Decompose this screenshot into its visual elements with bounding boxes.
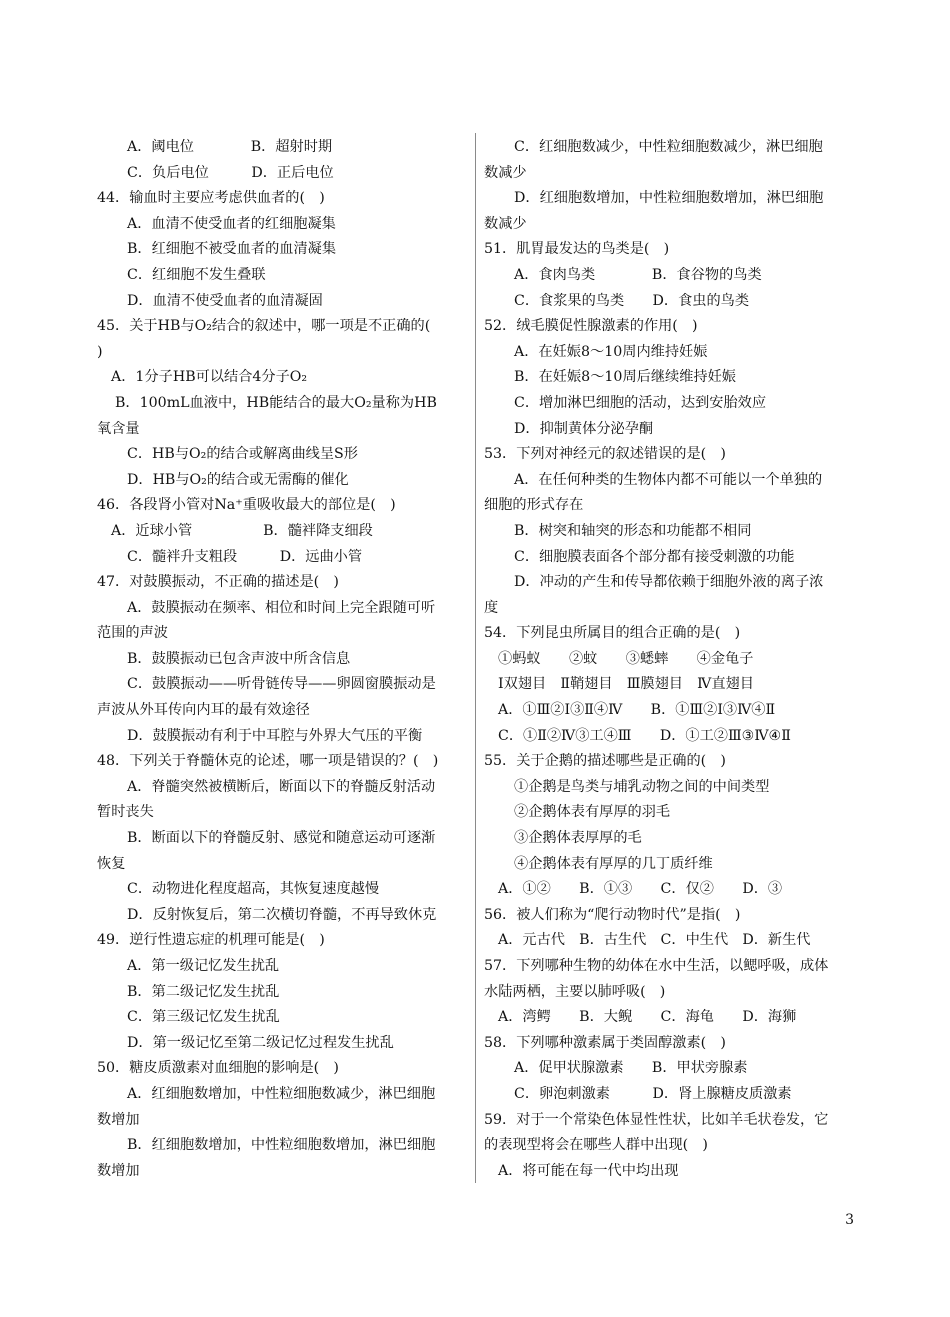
text-line: 数减少 <box>484 164 527 181</box>
text-line: C．红细胞不发生叠联 <box>127 266 266 283</box>
text-line: 数增加 <box>97 1162 140 1179</box>
text-line: A．将可能在每一代中均出现 <box>498 1162 679 1179</box>
page-number: 3 <box>845 1212 854 1228</box>
text-line: 数减少 <box>484 215 527 232</box>
text-line: A．①② B．①③ C．仅② D．③ <box>498 881 783 898</box>
text-line: C．第三级记忆发生扰乱 <box>127 1009 280 1026</box>
text-line: ③企鹅体表厚厚的毛 <box>514 830 642 847</box>
text-line: C．动物进化程度超高，其恢复速度越慢 <box>127 881 380 898</box>
text-line: 水陆两栖，主要以肺呼吸( ) <box>484 983 666 1000</box>
text-line: 细胞的形式存在 <box>484 497 584 514</box>
text-line: A．鼓膜振动在频率、相位和时间上完全跟随可听 <box>127 599 436 616</box>
text-line: D．反射恢复后，第二次横切脊髓，不再导致休克 <box>127 906 437 923</box>
text-line: B．鼓膜振动已包含声波中所含信息 <box>127 650 351 667</box>
text-line: C．髓袢升支粗段 D．远曲小管 <box>127 548 363 565</box>
text-line: 47．对鼓膜振动，不正确的描述是( ) <box>97 574 339 591</box>
text-line: 51．肌胃最发达的鸟类是( ) <box>484 241 670 258</box>
text-line: 53．下列对神经元的叙述错误的是( ) <box>484 446 726 463</box>
text-line: A．红细胞数增加，中性粒细胞数减少，淋巴细胞 <box>127 1085 436 1102</box>
text-line: C．红细胞数减少，中性粒细胞数减少，淋巴细胞 <box>514 139 823 155</box>
text-line: C．HB与O₂的结合或解离曲线呈S形 <box>127 446 358 463</box>
text-line: A．在任何种类的生物体内都不可能以一个单独的 <box>514 471 823 488</box>
text-line: A．1分子HB可以结合4分子O₂ <box>111 369 308 386</box>
text-line: 46．各段肾小管对Na⁺重吸收最大的部位是( ) <box>97 497 396 514</box>
column-divider <box>475 133 476 1183</box>
text-line: C．①Ⅱ②Ⅳ③工④Ⅲ D．①工②Ⅲ③Ⅳ④Ⅱ <box>498 727 791 744</box>
text-line: B．100mL血液中，HB能结合的最大O₂量称为HB <box>115 394 437 411</box>
text-line: A．食肉鸟类 B．食谷物的鸟类 <box>514 266 762 283</box>
text-line: C．负后电位 D．正后电位 <box>127 164 334 181</box>
text-line: D．第一级记忆至第二级记忆过程发生扰乱 <box>127 1034 394 1051</box>
text-line: 55．关于企鹅的描述哪些是正确的( ) <box>484 753 726 770</box>
text-line: C．增加淋巴细胞的活动，达到安胎效应 <box>514 394 767 411</box>
text-line: 氧含量 <box>97 420 140 437</box>
text-line: B．在妊娠8～10周后继续维持妊娠 <box>514 369 736 386</box>
text-line: 48．下列关于脊髓休克的论述，哪一项是错误的？( ) <box>97 753 439 770</box>
text-line: A．元古代 B．古生代 C．中生代 D．新生代 <box>498 932 811 949</box>
text-line: 恢复 <box>97 855 126 872</box>
right-column <box>484 135 856 1184</box>
text-line: 59．对于一个常染色体显性性状，比如羊毛状卷发，它 <box>484 1111 829 1128</box>
text-line: C．卵泡刺激素 D．肾上腺糖皮质激素 <box>514 1085 792 1102</box>
text-line: D．血清不使受血者的血清凝固 <box>127 292 323 309</box>
text-line: 50．糖皮质激素对血细胞的影响是( ) <box>97 1060 339 1077</box>
text-line: B．第二级记忆发生扰乱 <box>127 983 280 1000</box>
text-line: ①企鹅是鸟类与埔乳动物之间的中间类型 <box>514 778 770 795</box>
text-line: 范围的声波 <box>97 625 168 642</box>
text-line: 数增加 <box>97 1111 140 1128</box>
text-line: C．细胞膜表面各个部分都有接受刺激的功能 <box>514 548 795 565</box>
text-line: A．在妊娠8～10周内维持妊娠 <box>514 343 708 360</box>
text-line: A．近球小管 B．髓袢降支细段 <box>111 522 373 539</box>
text-line: C．鼓膜振动——听骨链传导——卵圆窗膜振动是 <box>127 676 436 693</box>
text-line: D．红细胞数增加，中性粒细胞数增加，淋巴细胞 <box>514 190 824 207</box>
text-line: Ⅰ双翅目 Ⅱ鞘翅目 Ⅲ膜翅目 Ⅳ直翅目 <box>498 676 754 693</box>
text-line: D．鼓膜振动有利于中耳腔与外界大气压的平衡 <box>127 727 423 744</box>
text-line: D．抑制黄体分泌孕酮 <box>514 420 654 437</box>
text-line: 52．绒毛膜促性腺激素的作用( ) <box>484 318 698 335</box>
text-line: ①蚂蚁 ②蚊 ③蟋蟀 ④金龟子 <box>498 650 754 667</box>
text-line: 56．被人们称为“爬行动物时代”是指( ) <box>484 906 741 923</box>
text-line: ) <box>97 343 103 360</box>
text-line: ②企鹅体表有厚厚的羽毛 <box>514 804 671 821</box>
text-line: 57．下列哪种生物的幼体在水中生活，以鳃呼吸，成体 <box>484 958 829 974</box>
text-line: A．湾鳄 B．大鲵 C．海龟 D．海狮 <box>498 1009 797 1026</box>
text-line: 暂时丧失 <box>97 804 154 821</box>
text-line: A．第一级记忆发生扰乱 <box>127 958 280 974</box>
text-line: 度 <box>484 599 499 616</box>
text-line: B．断面以下的脊髓反射、感觉和随意运动可逐渐 <box>127 830 436 847</box>
text-line: 44．输血时主要应考虑供血者的( ) <box>97 190 325 207</box>
text-line: B．红细胞数增加，中性粒细胞数增加，淋巴细胞 <box>127 1137 436 1154</box>
text-line: C．食浆果的鸟类 D．食虫的鸟类 <box>514 292 750 309</box>
text-line: B．树突和轴突的形态和功能都不相同 <box>514 522 752 539</box>
text-line: B．红细胞不被受血者的血清凝集 <box>127 241 337 258</box>
text-line: A．①Ⅲ②Ⅰ③Ⅱ④Ⅳ B．①Ⅲ②Ⅰ③Ⅳ④Ⅱ <box>498 702 776 719</box>
text-line: 58．下列哪种激素属于类固醇激素( ) <box>484 1034 726 1051</box>
text-line: 54．下列昆虫所属目的组合正确的是( ) <box>484 625 741 642</box>
text-line: A．脊髓突然被横断后，断面以下的脊髓反射活动 <box>127 778 436 795</box>
text-line: 的表现型将会在哪些人群中出现( ) <box>484 1137 708 1154</box>
text-line: 45．关于HB与O₂结合的叙述中，哪一项是不正确的( <box>97 318 431 335</box>
text-line: A．阈电位 B．超射时期 <box>127 139 333 155</box>
text-line: D．冲动的产生和传导都依赖于细胞外液的离子浓 <box>514 574 824 591</box>
text-line: D．HB与O₂的结合或无需酶的催化 <box>127 471 349 488</box>
text-line: A．促甲状腺激素 B．甲状旁腺素 <box>514 1060 748 1077</box>
left-column <box>97 135 469 1184</box>
text-line: 声波从外耳传向内耳的最有效途径 <box>97 702 310 719</box>
text-line: ④企鹅体表有厚厚的几丁质纤维 <box>514 855 713 872</box>
text-line: A．血清不使受血者的红细胞凝集 <box>127 215 336 232</box>
text-line: 49．逆行性遗忘症的机理可能是( ) <box>97 932 325 949</box>
